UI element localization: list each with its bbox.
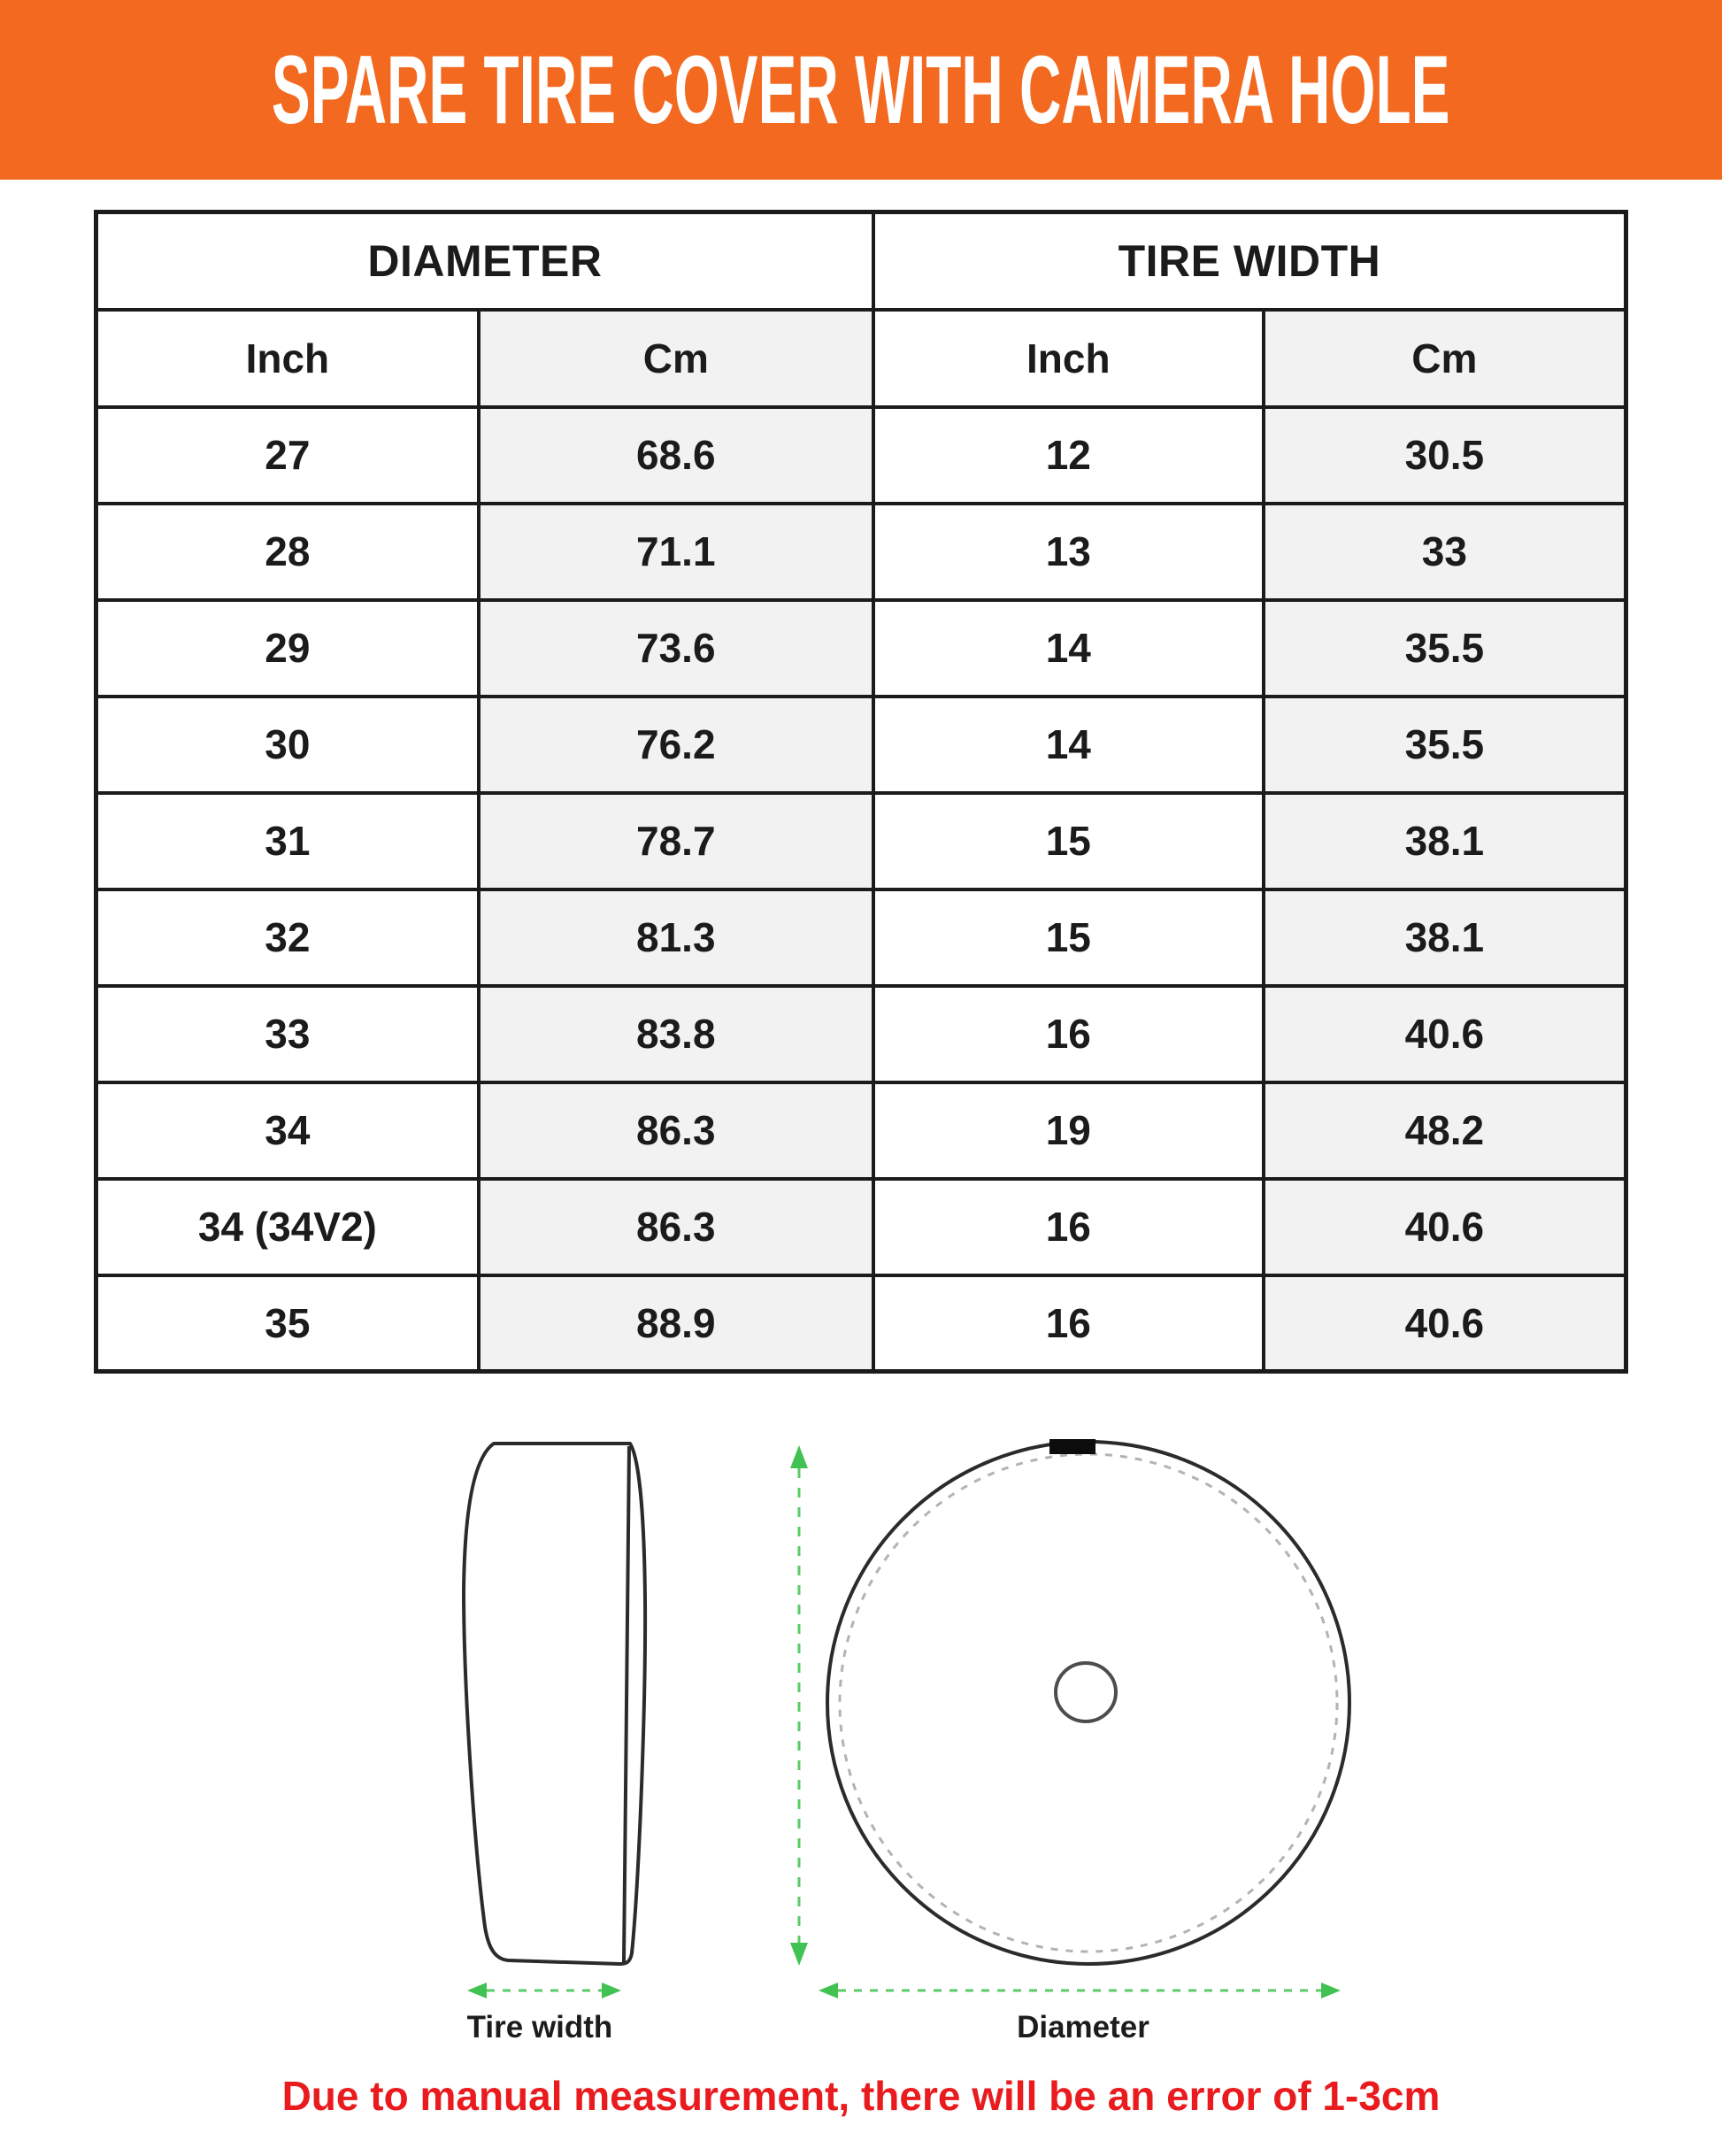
subheader-row (96, 310, 1626, 407)
table-cell: 29 (96, 600, 479, 697)
table-cell: 13 (873, 504, 1264, 600)
table-row (96, 889, 1626, 986)
table-cell: 16 (873, 1179, 1264, 1275)
table-cell: 35.5 (1264, 697, 1626, 793)
table-row (96, 793, 1626, 889)
table-cell: 33 (1264, 504, 1626, 600)
table-cell: 71.1 (479, 504, 873, 600)
table-cell: 83.8 (479, 986, 873, 1082)
table-cell: 86.3 (479, 1179, 873, 1275)
table-row (96, 1082, 1626, 1179)
arrow-left-icon (819, 1983, 838, 1998)
table-cell: 35 (96, 1275, 479, 1372)
arrow-left-icon (467, 1983, 487, 1998)
table-cell: 35.5 (1264, 600, 1626, 697)
table-cell: 28 (96, 504, 479, 600)
table-cell: 68.6 (479, 407, 873, 504)
arrow-right-icon (602, 1983, 621, 1998)
table-cell: 27 (96, 407, 479, 504)
table-cell: 14 (873, 600, 1264, 697)
table-cell: 76.2 (479, 697, 873, 793)
tire-width-arrow (467, 1983, 621, 1998)
size-table (94, 210, 1628, 1374)
table-cell: 34 (34V2) (96, 1179, 479, 1275)
table-cell: 31 (96, 793, 479, 889)
table-cell: 38.1 (1264, 793, 1626, 889)
table-cell: 19 (873, 1082, 1264, 1179)
table-cell: 34 (96, 1082, 479, 1179)
table-cell: 15 (873, 793, 1264, 889)
table-cell: 81.3 (479, 889, 873, 986)
diameter-cm-header: Cm (479, 310, 873, 407)
table-row (96, 407, 1626, 504)
table-cell: 30.5 (1264, 407, 1626, 504)
tire-front-view (827, 1439, 1349, 1964)
arrow-right-icon (1321, 1983, 1341, 1998)
table-cell: 73.6 (479, 600, 873, 697)
camera-hole (1056, 1663, 1116, 1721)
table-cell: 88.9 (479, 1275, 873, 1372)
height-arrow (790, 1445, 808, 1966)
diameter-inch-header: Inch (96, 310, 479, 407)
tire-width-group-header: TIRE WIDTH (873, 212, 1626, 310)
table-row (96, 697, 1626, 793)
size-table-wrap (94, 210, 1628, 1374)
strap-slot (1049, 1439, 1095, 1454)
page-title: SPARE TIRE COVER WITH CAMERA HOLE (272, 35, 1450, 144)
table-cell: 14 (873, 697, 1264, 793)
tire-side-view (464, 1444, 645, 1964)
table-row (96, 1179, 1626, 1275)
table-cell: 15 (873, 889, 1264, 986)
arrow-down-icon (790, 1943, 808, 1966)
table-cell: 16 (873, 1275, 1264, 1372)
tire-width-inch-header: Inch (873, 310, 1264, 407)
table-cell: 40.6 (1264, 1179, 1626, 1275)
table-cell: 12 (873, 407, 1264, 504)
tire-width-label: Tire width (466, 2010, 613, 2044)
table-cell: 78.7 (479, 793, 873, 889)
diameter-group-header: DIAMETER (96, 212, 873, 310)
table-cell: 48.2 (1264, 1082, 1626, 1179)
table-row (96, 600, 1626, 697)
size-table-head (96, 212, 1626, 407)
measurement-note: Due to manual measurement, there will be an error of 1-3cm (281, 2073, 1441, 2119)
table-cell: 32 (96, 889, 479, 986)
table-row (96, 504, 1626, 600)
arrow-up-icon (790, 1445, 808, 1468)
table-cell: 40.6 (1264, 1275, 1626, 1372)
tire-diagram (0, 1422, 1722, 2051)
table-cell: 30 (96, 697, 479, 793)
table-row (96, 1275, 1626, 1372)
table-cell: 33 (96, 986, 479, 1082)
size-table-body (96, 407, 1626, 1372)
banner (0, 0, 1722, 180)
diameter-label: Diameter (1017, 2010, 1149, 2044)
group-header-row (96, 212, 1626, 310)
table-cell: 86.3 (479, 1082, 873, 1179)
diameter-arrow (819, 1983, 1341, 1998)
table-cell: 40.6 (1264, 986, 1626, 1082)
table-row (96, 986, 1626, 1082)
tire-width-cm-header: Cm (1264, 310, 1626, 407)
table-cell: 38.1 (1264, 889, 1626, 986)
table-cell: 16 (873, 986, 1264, 1082)
